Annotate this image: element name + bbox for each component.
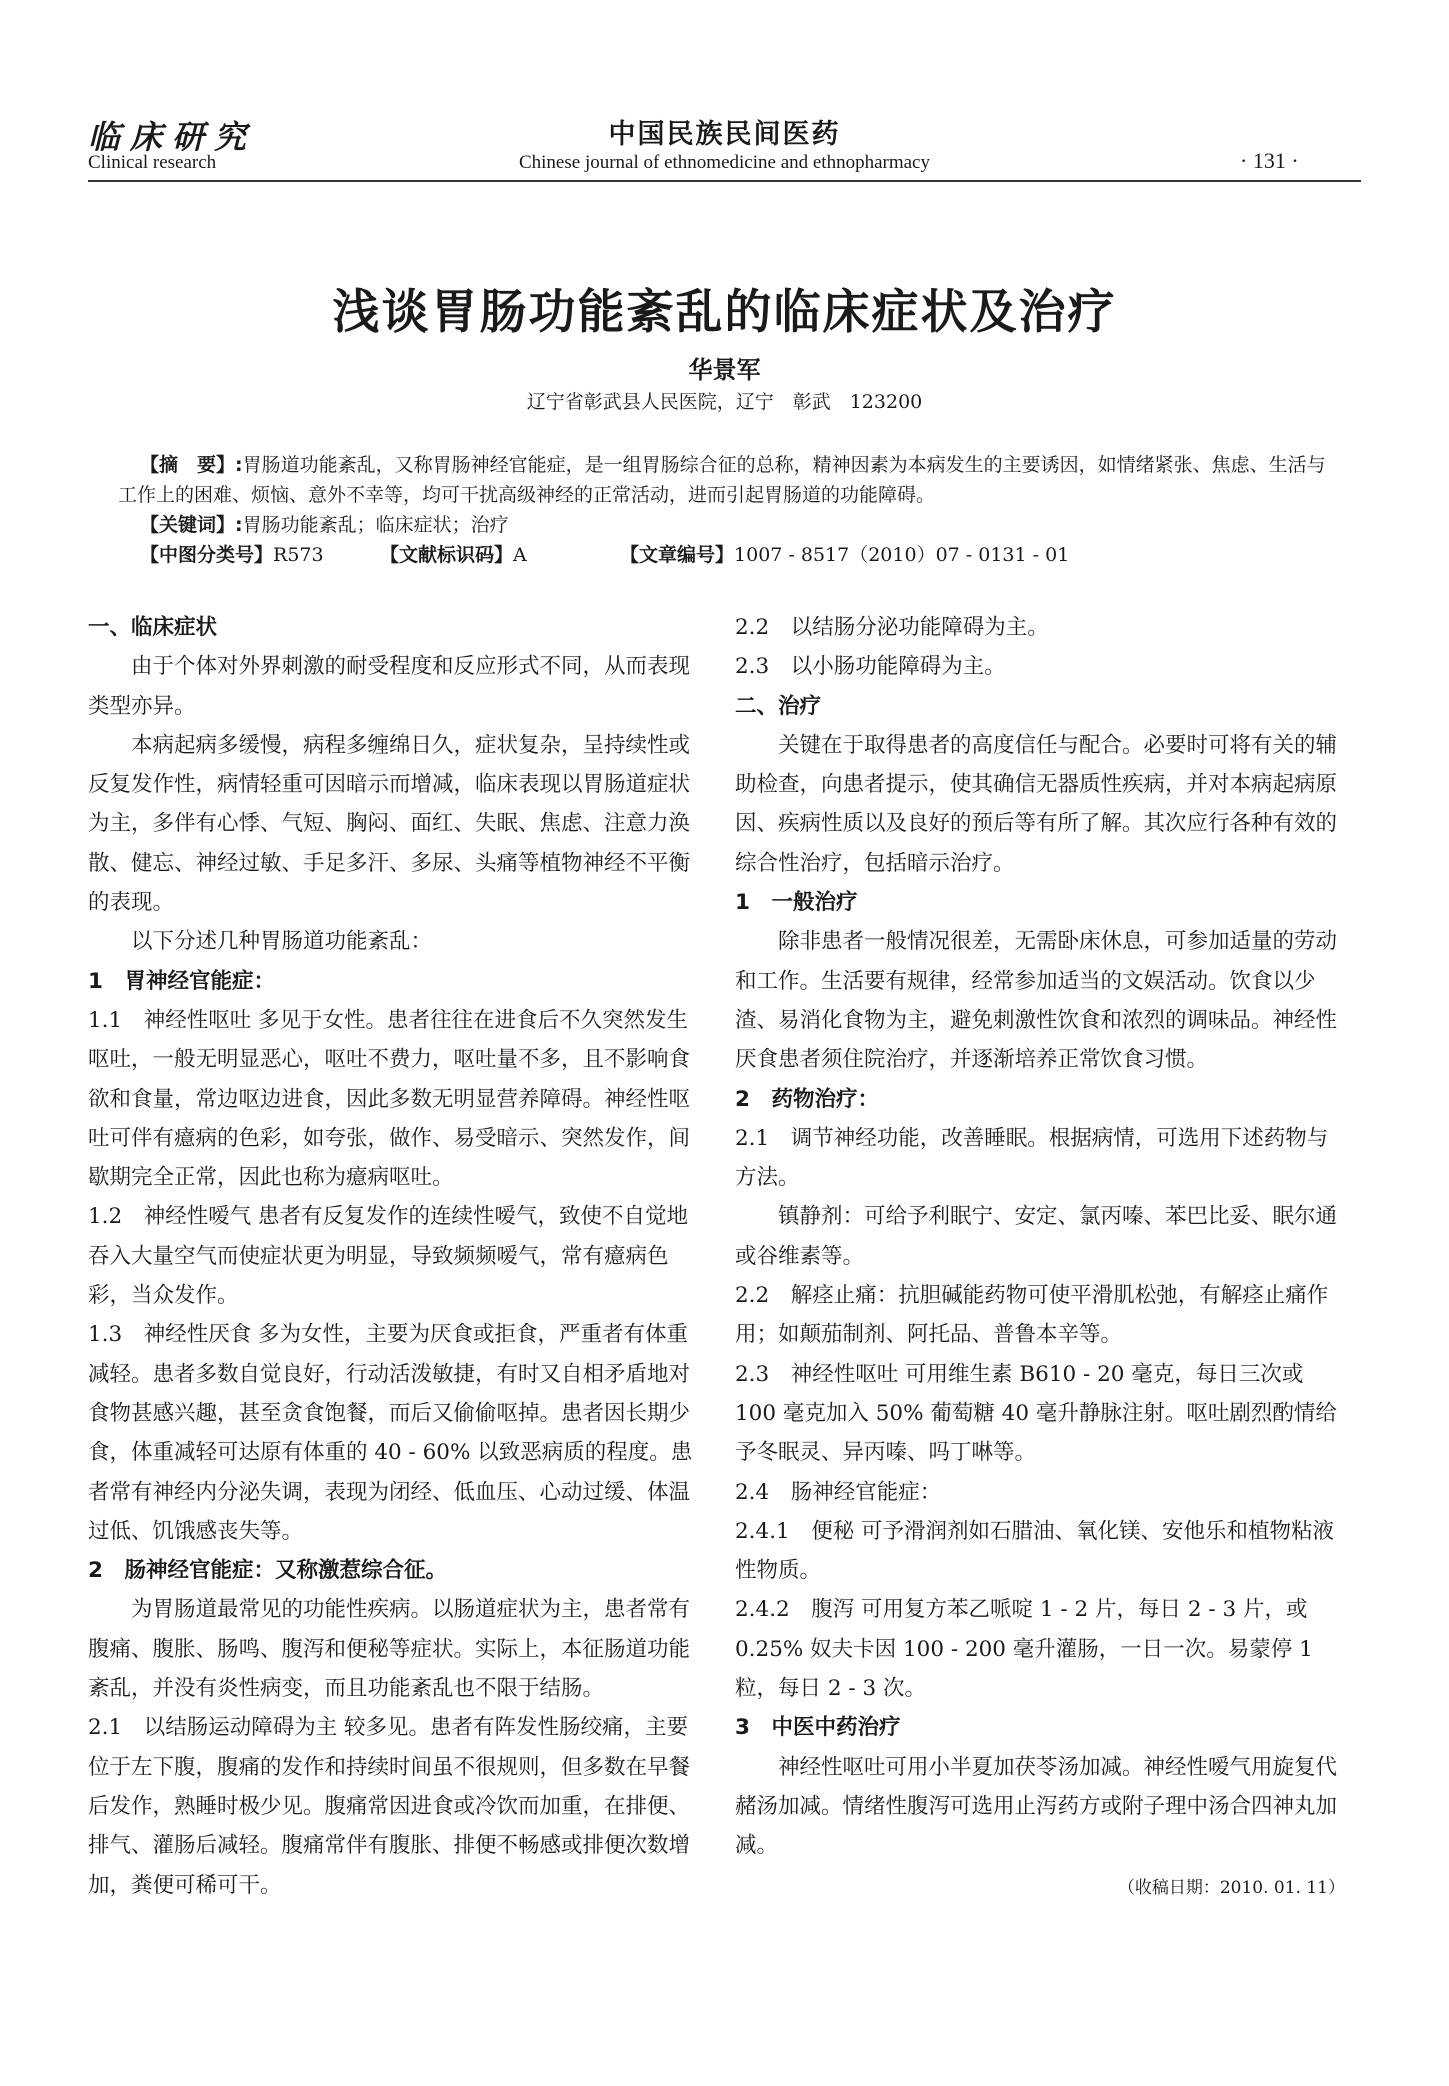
doccode-value: A <box>513 544 527 566</box>
keywords-line <box>118 510 1328 540</box>
numbered-item: 2.4 肠神经官能症： <box>735 1479 942 1505</box>
articleno-field <box>620 540 1069 570</box>
clc-field <box>140 540 324 570</box>
body-paragraph: 关键在于取得患者的高度信任与配合。必要时可将有关的辅助检查，向患者提示，使其确信无器质性疾病，并对本病起病原因、疾病性质以及良好的预后等有所了解。其次应行各种有效的综合性治疗，包括暗示治疗。 <box>735 732 1338 876</box>
numbered-item: 1.3 神经性厌食 多为女性，主要为厌食或拒食，严重者有体重减轻。患者多数自觉良好，行动活泼敏捷，有时又自相矛盾地对食物甚感兴趣，甚至贪食饱餐，而后又偷偷呕掉。患者因长期少食，体重减轻可达原有体重的 40 - 60% 以致恶病质的程度。患者常有神经内分泌失调，表现为闭经、低血压、心动过缓、体温过低、饥饿感丧失等。 <box>88 1322 693 1544</box>
body-paragraph: 为胃肠道最常见的功能性疾病。以肠道症状为主，患者常有腹痛、腹胀、肠鸣、腹泻和便秘等症状。实际上，本征肠道功能紊乱，并没有炎性病变，而且功能紊乱也不限于结肠。 <box>88 1597 691 1702</box>
right-column <box>735 608 1345 1906</box>
section-heading: 二、治疗 <box>735 693 822 719</box>
articleno-label: 【文章编号】 <box>620 544 735 566</box>
numbered-item: 1.1 神经性呕吐 多见于女性。患者往往在进食后不久突然发生呕吐，一般无明显恶心，呕吐不费力，呕吐量不多，且不影响食欲和食量，常边呕边进食，因此多数无明显营养障碍。神经性呕吐可伴有癔病的色彩，如夸张，做作、易受暗示、突然发作，间歇期完全正常，因此也称为癔病呕吐。 <box>88 1007 691 1191</box>
doccode-label: 【文献标识码】 <box>380 544 514 566</box>
abstract-label: 【摘 要】: <box>140 454 243 476</box>
doccode-field <box>380 540 527 570</box>
numbered-item: 2.1 调节神经功能，改善睡眠。根据病情，可选用下述药物与方法。 <box>735 1125 1329 1191</box>
journal-name-en: Chinese journal of ethnomedicine and ethnopharmacy <box>518 152 930 173</box>
subsection-heading: 2 药物治疗： <box>735 1086 879 1112</box>
numbered-item: 2.3 神经性呕吐 可用维生素 B610 - 20 毫克，每日三次或 100 毫克加入 50% 葡萄糖 40 毫升静脉注射。呕吐剧烈酌情给予冬眠灵、异丙嗪、吗丁啉等。 <box>735 1361 1337 1466</box>
clc-label: 【中图分类号】 <box>140 544 274 566</box>
article-author: 华景军 <box>688 356 761 384</box>
section-name-en: Clinical research <box>88 152 217 173</box>
abstract-block <box>118 450 1328 572</box>
subsection-heading: 1 胃神经官能症： <box>88 968 275 994</box>
numbered-item: 2.2 解痉止痛：抗胆碱能药物可使平滑肌松弛，有解痉止痛作用；如颠茄制剂、阿托品、普鲁本辛等。 <box>735 1283 1329 1348</box>
keywords-label: 【关键词】: <box>140 514 243 536</box>
numbered-item: 2.3 以小肠功能障碍为主。 <box>735 654 1006 680</box>
subsection-heading: 3 中医中药治疗 <box>735 1715 901 1741</box>
articleno-value: 1007 - 8517（2010）07 - 0131 - 01 <box>734 544 1070 566</box>
body-paragraph: 神经性呕吐可用小半夏加茯苓汤加减。神经性嗳气用旋复代赭汤加减。情绪性腹泻可选用止泻药方或附子理中汤合四神丸加减。 <box>735 1754 1338 1859</box>
section-heading: 一、临床症状 <box>88 615 218 640</box>
numbered-item: 2.1 以结肠运动障碍为主 较多见。患者有阵发性肠绞痛，主要位于左下腹，腹痛的发作和持续时间虽不很规则，但多数在早餐后发作，熟睡时极少见。腹痛常因进食或冷饮而加重，在排便、排气、灌肠后减轻。腹痛常伴有腹胀、排便不畅感或排便次数增加，粪便可稀可干。 <box>88 1715 691 1898</box>
section-name-cn: 临床研究 <box>88 118 257 156</box>
author-affiliation: 辽宁省彰武县人民医院，辽宁 彰武 123200 <box>526 391 923 413</box>
received-date: （收稿日期：2010. 01. 11） <box>1117 1877 1345 1898</box>
page-number: · 131 · <box>1240 148 1299 173</box>
body-paragraph: 以下分述几种胃肠道功能紊乱： <box>131 929 433 955</box>
classification-row <box>118 540 1328 572</box>
article-title: 浅谈胃肠功能紊乱的临床症状及治疗 <box>332 285 1117 340</box>
abstract-text: 胃肠道功能紊乱，又称胃肠神经官能症，是一组胃肠综合征的总称，精神因素为本病发生的主要诱因，如情绪紧张、焦虑、生活与工作上的困难、烦恼、意外不幸等，均可干扰高级神经的正常活动，进而引起胃肠道的功能障碍。 <box>118 454 1326 506</box>
body-paragraph: 由于个体对外界刺激的耐受程度和反应形式不同，从而表现类型亦异。 <box>88 654 691 719</box>
numbered-item: 2.2 以结肠分泌功能障碍为主。 <box>735 615 1049 640</box>
numbered-item: 2.4.1 便秘 可予滑润剂如石腊油、氧化镁、安他乐和植物粘液性物质。 <box>735 1518 1335 1584</box>
journal-name-cn: 中国民族民间医药 <box>608 119 841 150</box>
numbered-item: 1.2 神经性嗳气 患者有反复发作的连续性嗳气，致使不自觉地吞入大量空气而使症状更为明显，导致频频嗳气，常有癔病色彩，当众发作。 <box>88 1204 689 1309</box>
abstract-paragraph <box>118 450 1328 510</box>
numbered-item: 2.4.2 腹泻 可用复方苯乙哌啶 1 - 2 片，每日 2 - 3 片，或 0.25% 奴夫卡因 100 - 200 毫升灌肠，一日一次。易蒙停 1 粒，每日 2 - 3 次。 <box>735 1597 1313 1702</box>
keywords-text: 胃肠功能紊乱；临床症状；治疗 <box>242 514 509 536</box>
left-column <box>88 608 698 1905</box>
header-rule <box>88 180 1361 182</box>
body-paragraph: 镇静剂：可给予利眠宁、安定、氯丙嗪、苯巴比妥、眠尔通或谷维素等。 <box>735 1204 1338 1269</box>
body-paragraph: 除非患者一般情况很差，无需卧床休息，可参加适量的劳动和工作。生活要有规律，经常参加适当的文娱活动。饮食以少渣、易消化食物为主，避免刺激性饮食和浓烈的调味品。神经性厌食患者须住院治疗，并逐渐培养正常饮食习惯。 <box>735 929 1338 1073</box>
subsection-heading: 1 一般治疗 <box>735 890 858 916</box>
body-paragraph: 本病起病多缓慢，病程多缠绵日久，症状复杂，呈持续性或反复发作性，病情轻重可因暗示而增减，临床表现以胃肠道症状为主，多伴有心悸、气短、胸闷、面红、失眠、焦虑、注意力涣散、健忘、神经过敏、手足多汗、多尿、头痛等植物神经不平衡的表现。 <box>88 732 691 916</box>
clc-value: R573 <box>273 544 324 566</box>
subsection-heading: 2 肠神经官能症：又称激惹综合征。 <box>88 1558 447 1584</box>
